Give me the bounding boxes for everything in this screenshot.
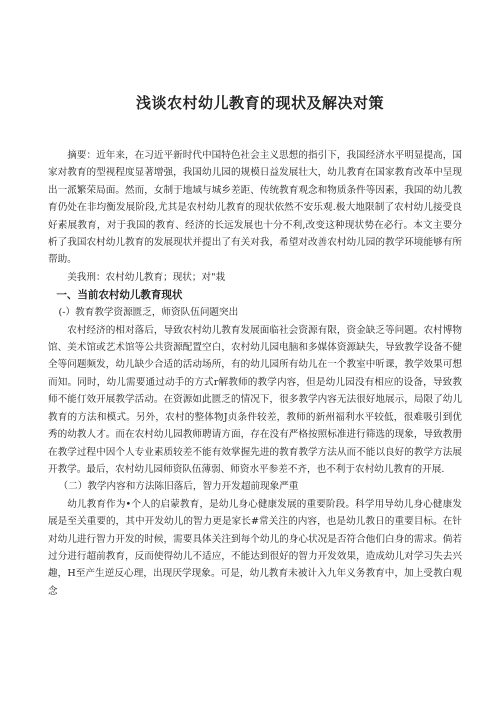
body-paragraph-1: 农村经济的相对落后，导致农村幼儿教育发展面临社会资源有限，资金缺乏等问题。农村博物馆、美术馆或艺术馆等公共资源配置空白，农村幼儿园电脑和多媒体资源缺失，导致教学设备不健全等问题频发，幼儿缺少合适的活动场所，有的幼儿园所有幼儿在一个教室中听课，教学效果可想而知。同时，幼儿需要通过动手的方式r解教师的教学内容，但是幼儿园没有相应的设备，导致教师不能仃效开展教学活动。在资源如此匮乏的情况下，很多教学内容无法很好地展示，局限了幼儿教育的方法和模式。另外，农村的整体物J贞条件较差，教师的新州福利水平较低，很难吸引到优秀的幼教人才。而在农村幼儿园教师聘请方面，存在没有严格按照标准进行筛选的现象，导致教册在教学过程中因个人专业素质较差不能有效掌握先进的教育教学方法从而不能以良好的教学方法展开教学。最后，农村幼儿园师资队伍薄弱、师资水平参差不齐，也不利于农村幼儿教育的开展. <box>48 324 462 475</box>
subsection-heading-2: （二）教学内容和方法陈旧落后，智力开发超前现象严重 <box>58 481 299 493</box>
abstract-paragraph: 摘要：近年来，在习近平新时代中国特色社会主义思想的指引下，我国经济水平明显提高，国家对教育的型视程度显著增强，我国幼儿园的规模日益发展壮大，幼儿教育在国家教育改革中呈现出一派繁荣局面。然而，女制于地域与城乡差距、传统教育观念和物质条件等因素，我国的幼儿教育仍处在非均衡发展阶段,尤其是农村幼儿教育的现状依然不安乐观.极大地限制了农村幼儿接受良好素展教育，对于我国的教育、经济的长远发展也十分不利,改变这种现状势在必行。本文主要分析了我国农村幼儿教育的发展现状并提出了有关对我，希望对改善农村幼儿园的教学环境能够有所帮助。 <box>48 150 462 266</box>
subsection-heading-1: (-）教育教学资源匮乏，师资队伍问题突出 <box>58 307 239 319</box>
document-title: 浅谈农村幼儿教育的现状及解决对策 <box>135 94 384 112</box>
body-paragraph-2: 幼儿教育作为•个人的启蒙教育，是幼儿身心健康发展的重要阶段。科学用导幼儿身心健康发展是至关重要的，其中开发幼儿的智力更是家长#常关注的内容，也是幼儿教日的重要目标。在针对幼儿进行智力开发的时候，需要具体关注到每个幼儿的身心状况是否符合他们白身的需求。倘若过分进行超前教育，反而使得幼儿不适应，不能达到很好的智力开发效果，造成幼儿对学习失去兴趣，H至产生逆反心理，出现厌学现象。可是，幼儿教育未被计入九年义务教育中，加上受教白观念 <box>48 498 462 597</box>
section-heading: 一、当前农村幼儿教育现状 <box>56 289 183 302</box>
keywords-line: 美我刑：农村幼儿教育；现状；对"栽 <box>67 271 226 283</box>
